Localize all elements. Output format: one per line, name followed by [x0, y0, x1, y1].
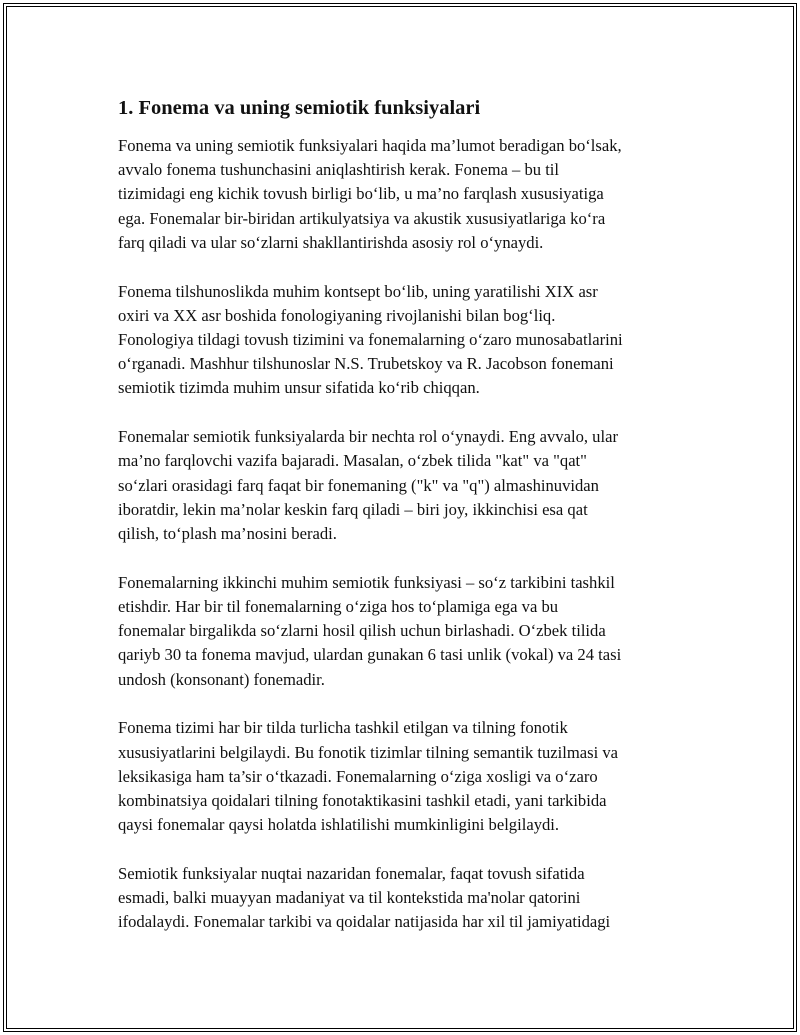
- text-line: oxiri va XX asr boshida fonologiyaning rivojlanishi bilan bog‘liq.: [118, 305, 556, 325]
- paragraphs-container: [118, 134, 688, 935]
- text-line: avvalo fonema tushunchasini aniqlashtirish kerak. Fonema – bu til: [118, 160, 560, 180]
- section-title: 1. Fonema va uning semiotik funksiyalari: [118, 97, 481, 119]
- text-line: Fonemalar semiotik funksiyalarda bir nechta rol o‘ynaydi. Eng avvalo, ular: [118, 427, 618, 447]
- text-line: ifodalaydi. Fonemalar tarkibi va qoidalar natijasida har xil til jamiyatidagi: [118, 912, 611, 932]
- text-line: kombinatsiya qoidalari tilning fonotaktikasini tashkil etadi, yani tarkibida: [118, 791, 607, 811]
- paragraph: [118, 862, 688, 935]
- text-line: Fonemalarning ikkinchi muhim semiotik funksiyasi – so‘z tarkibini tashkil: [118, 572, 615, 592]
- paragraph: [118, 134, 688, 255]
- paragraph: [118, 571, 688, 692]
- text-line: esmadi, balki muayyan madaniyat va til kontekstida ma'nolar qatorini: [118, 888, 581, 908]
- text-line: Fonema tizimi har bir tilda turlicha tashkil etilgan va tilning fonotik: [118, 718, 568, 738]
- text-line: xususiyatlarini belgilaydi. Bu fonotik tizimlar tilning semantik tuzilmasi va: [118, 742, 619, 762]
- text-line: etishdir. Har bir til fonemalarning o‘ziga hos to‘plamiga ega va bu: [118, 597, 559, 617]
- text-line: Fonologiya tildagi tovush tizimini va fonemalarning o‘zaro munosabatlarini: [118, 330, 623, 350]
- text-line: so‘zlari orasidagi farq faqat bir fonemaning ("k" va "q") almashinuvidan: [118, 475, 599, 495]
- document-body: [118, 94, 688, 959]
- text-line: semiotik tizimda muhim unsur sifatida ko‘rib chiqqan.: [118, 378, 480, 398]
- paragraph: [118, 716, 688, 837]
- text-line: Semiotik funksiyalar nuqtai nazaridan fonemalar, faqat tovush sifatida: [118, 864, 585, 884]
- text-line: qilish, to‘plash ma’nosini beradi.: [118, 524, 337, 544]
- text-line: undosh (konsonant) fonemadir.: [118, 669, 325, 689]
- text-line: Fonema tilshunoslikda muhim kontsept bo‘lib, uning yaratilishi XIX asr: [118, 281, 598, 301]
- text-line: qaysi fonemalar qaysi holatda ishlatilishi mumkinligini belgilaydi.: [118, 815, 560, 835]
- text-line: tizimidagi eng kichik tovush birligi bo‘lib, u ma’no farqlash xususiyatiga: [118, 184, 604, 204]
- text-line: o‘rganadi. Mashhur tilshunoslar N.S. Trubetskoy va R. Jacobson fonemani: [118, 354, 614, 374]
- text-line: leksikasiga ham ta’sir o‘tkazadi. Fonemalarning o‘ziga xosligi va o‘zaro: [118, 766, 598, 786]
- text-line: fonemalar birgalikda so‘zlarni hosil qilish uchun birlashadi. O‘zbek tilida: [118, 621, 606, 641]
- text-line: Fonema va uning semiotik funksiyalari haqida ma’lumot beradigan bo‘lsak,: [118, 136, 622, 155]
- text-line: iboratdir, lekin ma’nolar keskin farq qiladi – biri joy, ikkinchisi esa qat: [118, 499, 588, 519]
- text-line: farq qiladi va ular so‘zlarni shakllantirishda asosiy rol o‘ynaydi.: [118, 232, 544, 252]
- paragraph: [118, 280, 688, 401]
- text-line: qariyb 30 ta fonema mavjud, ulardan gunakan 6 tasi unlik (vokal) va 24 tasi: [118, 645, 622, 665]
- text-line: ega. Fonemalar bir-biridan artikulyatsiya va akustik xususiyatlariga ko‘ra: [118, 208, 606, 228]
- text-line: ma’no farqlovchi vazifa bajaradi. Masalan, o‘zbek tilida "kat" va "qat": [118, 451, 587, 471]
- paragraph: [118, 425, 688, 546]
